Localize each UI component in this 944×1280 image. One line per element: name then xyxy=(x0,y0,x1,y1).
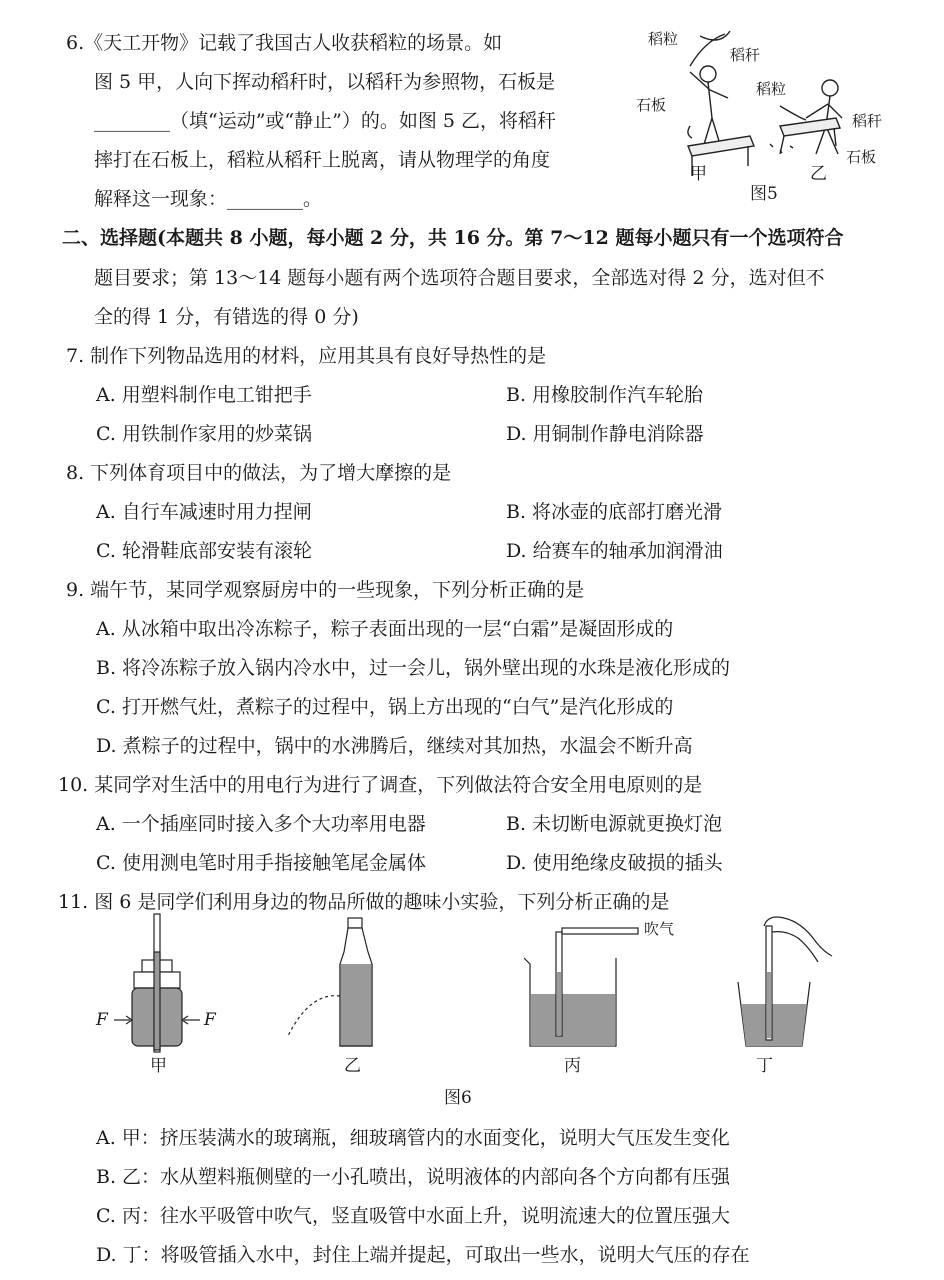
q8-option-b: B. 将冰壶的底部打磨光滑 xyxy=(506,501,723,523)
q9-option-b: B. 将冷冻粽子放入锅内冷水中，过一会儿，锅外壁出现的水珠是液化形成的 xyxy=(96,657,731,679)
q10-option-a: A. 一个插座同时接入多个大功率用电器 xyxy=(96,813,426,835)
q9-option-a: A. 从冰箱中取出冷冻粽子，粽子表面出现的一层“白霜”是凝固形成的 xyxy=(96,618,674,640)
q8-stem: 8. 下列体育项目中的做法，为了增大摩擦的是 xyxy=(66,462,452,484)
fig5-label-daogan-1: 稻秆 xyxy=(730,46,761,64)
section-2-heading-line-2: 题目要求；第 13～14 题每小题有两个选项符合题目要求，全部选对得 2 分，选对但不 xyxy=(94,267,825,289)
fig6-label-f-left: F xyxy=(96,1010,108,1030)
q8-option-c: C. 轮滑鞋底部安装有滚轮 xyxy=(96,540,312,562)
q11-option-b: B. 乙：水从塑料瓶侧壁的一小孔喷出，说明液体的内部向各个方向都有压强 xyxy=(96,1166,731,1188)
q11-stem: 11. 图 6 是同学们利用身边的物品所做的趣味小实验，下列分析正确的是 xyxy=(58,891,670,913)
fig5-label-daoli-2: 稻粒 xyxy=(756,80,787,98)
q9-stem: 9. 端午节，某同学观察厨房中的一些现象，下列分析正确的是 xyxy=(66,579,585,601)
q7-option-a: A. 用塑料制作电工钳把手 xyxy=(96,384,312,406)
q10-option-d: D. 使用绝缘皮破损的插头 xyxy=(506,852,723,874)
q6-line-1: 6.《天工开物》记载了我国古人收获稻粒的场景。如 xyxy=(66,32,503,54)
fig5-label-daoli-1: 稻粒 xyxy=(648,30,679,48)
q9-option-d: D. 煮粽子的过程中，锅中的水沸腾后，继续对其加热，水温会不断升高 xyxy=(96,735,693,757)
fig5-label-yi: 乙 xyxy=(810,164,827,184)
fig5-caption: 图5 xyxy=(750,184,778,204)
fig6-label-jia: 甲 xyxy=(150,1056,167,1076)
fig6-label-ding: 丁 xyxy=(756,1056,773,1076)
q10-option-b: B. 未切断电源就更换灯泡 xyxy=(506,813,723,835)
section-2-heading-line-1: 二、选择题(本题共 8 小题，每小题 2 分，共 16 分。第 7～12 题每小题只有一个选项符合 xyxy=(62,227,844,249)
q8-option-d: D. 给赛车的轴承加润滑油 xyxy=(506,540,723,562)
q9-option-c: C. 打开燃气灶，煮粽子的过程中，锅上方出现的“白气”是汽化形成的 xyxy=(96,696,674,718)
q6-line-3: ________（填“运动”或“静止”）的。如图 5 乙，将稻秆 xyxy=(94,110,557,132)
fig6-label-yi: 乙 xyxy=(344,1056,361,1076)
q11-option-c: C. 丙：往水平吸管中吹气，竖直吸管中水面上升，说明流速大的位置压强大 xyxy=(96,1205,730,1227)
fig5-label-jia: 甲 xyxy=(690,164,707,184)
q6-line-4: 摔打在石板上，稻粒从稻秆上脱离，请从物理学的角度 xyxy=(94,149,551,171)
q11-option-a: A. 甲：挤压装满水的玻璃瓶，细玻璃管内的水面变化，说明大气压发生变化 xyxy=(96,1127,730,1149)
fig6-label-bing: 丙 xyxy=(564,1056,581,1076)
q10-stem: 10. 某同学对生活中的用电行为进行了调查，下列做法符合安全用电原则的是 xyxy=(58,774,703,796)
q7-stem: 7. 制作下列物品选用的材料，应用其具有良好导热性的是 xyxy=(66,345,547,367)
fig6-yi-bottle xyxy=(280,912,390,1052)
fig5-label-shiban-2: 石板 xyxy=(846,148,877,166)
q8-option-a: A. 自行车减速时用力捏闸 xyxy=(96,501,312,523)
fig6-label-f-right: F xyxy=(204,1010,216,1030)
section-2-heading-line-3: 全的得 1 分，有错选的得 0 分) xyxy=(94,306,359,328)
q11-option-d: D. 丁：将吸管插入水中，封住上端并提起，可取出一些水，说明大气压的存在 xyxy=(96,1244,750,1266)
fig5-label-shiban-1: 石板 xyxy=(636,96,667,114)
q10-option-c: C. 使用测电笔时用手指接触笔尾金属体 xyxy=(96,852,426,874)
q7-option-d: D. 用铜制作静电消除器 xyxy=(506,423,704,445)
fig6-ding-cup xyxy=(728,912,848,1052)
q6-line-5: 解释这一现象：________。 xyxy=(94,188,323,210)
q7-option-b: B. 用橡胶制作汽车轮胎 xyxy=(506,384,704,406)
fig6-label-blow: 吹气 xyxy=(644,920,675,938)
fig5-label-daogan-2: 稻秆 xyxy=(852,112,883,130)
fig6-jia-bottle xyxy=(106,912,216,1052)
q6-line-2: 图 5 甲，人向下挥动稻秆时，以稻秆为参照物，石板是 xyxy=(94,71,556,93)
fig6-caption: 图6 xyxy=(444,1088,472,1108)
q7-option-c: C. 用铁制作家用的炒菜锅 xyxy=(96,423,312,445)
